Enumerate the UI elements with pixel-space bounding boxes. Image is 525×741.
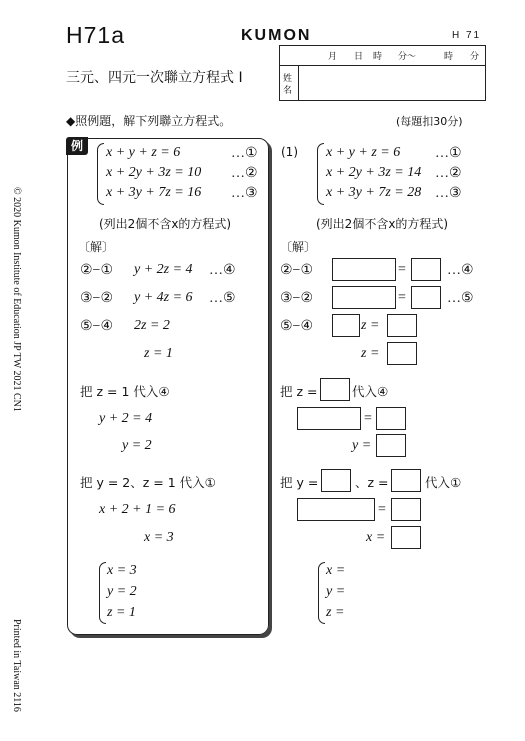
problem-1-eq-2: x + 2y + 3z = 14 bbox=[326, 165, 422, 180]
problem-1-x-box[interactable] bbox=[391, 526, 421, 549]
example-system-brace bbox=[97, 143, 104, 205]
problem-1-step-1-lhs-box[interactable] bbox=[332, 258, 396, 281]
problem-1-sub2-prefix: 把 y = bbox=[280, 475, 319, 490]
example-step-1-op: ②−① bbox=[80, 263, 113, 278]
time-hour-end-label: 時 bbox=[444, 52, 454, 62]
brand-logo: KUMON bbox=[241, 27, 312, 44]
time-hour-start-label: 時 bbox=[373, 52, 383, 62]
time-row[interactable] bbox=[280, 46, 485, 66]
printed-text: Printed in Taiwan 2116 bbox=[11, 619, 22, 712]
example-answer-y: y = 2 bbox=[107, 584, 137, 599]
example-answer-z: z = 1 bbox=[107, 605, 136, 620]
example-eq-3-mark: …③ bbox=[231, 186, 258, 201]
problem-1-answer-brace bbox=[318, 562, 325, 624]
example-tag: 例 bbox=[66, 137, 88, 155]
points-text: (每題扣30分) bbox=[396, 115, 463, 128]
example-sub1-label: 把 z = 1 代入④ bbox=[80, 384, 170, 399]
problem-1-answer-y[interactable]: y = bbox=[326, 584, 346, 599]
problem-1-sub2-rhs-box[interactable] bbox=[391, 498, 421, 521]
problem-1-solve-label: 〔解〕 bbox=[280, 240, 317, 254]
problem-1-step-2-mark: …⑤ bbox=[447, 291, 474, 306]
problem-1-sub1-z-box[interactable] bbox=[320, 378, 350, 401]
example-step-2-eq: y + 4z = 6 bbox=[134, 290, 193, 305]
problem-1-y-box[interactable] bbox=[376, 434, 406, 457]
problem-1-eq-1-mark: …① bbox=[435, 146, 462, 161]
example-step-2-op: ③−② bbox=[80, 291, 113, 306]
example-solve-label: 〔解〕 bbox=[78, 240, 115, 254]
example-step-3-op: ⑤−④ bbox=[80, 319, 113, 334]
problem-1-answer-z[interactable]: z = bbox=[326, 605, 345, 620]
problem-1-sub2-lhs-box[interactable] bbox=[297, 498, 375, 521]
problem-1-sub1-lhs-box[interactable] bbox=[297, 407, 361, 430]
problem-1-z-var: z = bbox=[361, 346, 380, 361]
problem-1-sub1-rhs-box[interactable] bbox=[376, 407, 406, 430]
example-step-1-eq: y + 2z = 4 bbox=[134, 262, 193, 277]
time-month-label: 月 bbox=[328, 52, 338, 62]
example-eq-2: x + 2y + 3z = 10 bbox=[106, 165, 202, 180]
name-field[interactable] bbox=[299, 66, 485, 100]
time-name-box bbox=[279, 45, 486, 101]
example-note: (列出2個不含x的方程式) bbox=[99, 217, 232, 231]
problem-1-sub2-y-box[interactable] bbox=[321, 469, 351, 492]
example-answer-x: x = 3 bbox=[107, 563, 137, 578]
example-sub2-label: 把 y = 2、z = 1 代入① bbox=[80, 475, 216, 490]
time-minute-start-label: 分～ bbox=[398, 52, 417, 62]
example-eq-2-mark: …② bbox=[231, 166, 258, 181]
problem-1-number: (1) bbox=[281, 145, 298, 159]
problem-1-step-3-z-var: z = bbox=[361, 318, 380, 333]
example-answer-brace bbox=[99, 562, 106, 624]
example-z-result: z = 1 bbox=[144, 346, 173, 361]
time-day-label: 日 bbox=[354, 52, 364, 62]
problem-1-step-1-op: ②−① bbox=[280, 263, 313, 278]
problem-1-step-2-op: ③−② bbox=[280, 291, 313, 306]
problem-1-eq-1: x + y + z = 6 bbox=[326, 145, 401, 160]
example-step-3-eq: 2z = 2 bbox=[134, 318, 170, 333]
example-y-result: y = 2 bbox=[122, 438, 152, 453]
worksheet-code-right: H 71 bbox=[452, 30, 482, 41]
problem-1-step-1-rhs-box[interactable] bbox=[411, 258, 441, 281]
problem-1-y-var: y = bbox=[352, 438, 372, 453]
problem-1-sub1-suffix: 代入④ bbox=[352, 384, 389, 399]
name-label-top: 姓 bbox=[283, 74, 293, 84]
problem-1-z-box[interactable] bbox=[387, 342, 417, 365]
problem-1-system-brace bbox=[317, 143, 324, 205]
problem-1-step-3-rhs-box[interactable] bbox=[387, 314, 417, 337]
problem-1-sub2-z-box[interactable] bbox=[391, 469, 421, 492]
example-sub2-eq: x + 2 + 1 = 6 bbox=[99, 502, 176, 517]
problem-1-sub2-equals: = bbox=[378, 502, 386, 517]
example-x-result: x = 3 bbox=[144, 530, 174, 545]
problem-1-step-2-rhs-box[interactable] bbox=[411, 286, 441, 309]
problem-1-note: (列出2個不含x的方程式) bbox=[316, 217, 449, 231]
problem-1-step-3-coef-box[interactable] bbox=[332, 314, 360, 337]
example-eq-3: x + 3y + 7z = 16 bbox=[106, 185, 202, 200]
worksheet-title: 三元、四元一次聯立方程式 I bbox=[66, 70, 243, 86]
problem-1-eq-3: x + 3y + 7z = 28 bbox=[326, 185, 422, 200]
example-eq-1: x + y + z = 6 bbox=[106, 145, 181, 160]
example-step-2-mark: …⑤ bbox=[209, 291, 236, 306]
name-label-bottom: 名 bbox=[283, 86, 293, 96]
problem-1-sub2-mid: 、z = bbox=[355, 475, 389, 490]
problem-1-step-2-lhs-box[interactable] bbox=[332, 286, 396, 309]
problem-1-eq-2-mark: …② bbox=[435, 166, 462, 181]
instructions-text: ◆照例題，解下列聯立方程式。 bbox=[66, 114, 232, 128]
problem-1-x-var: x = bbox=[366, 530, 386, 545]
problem-1-sub1-prefix: 把 z = bbox=[280, 384, 318, 399]
problem-1-step-1-mark: …④ bbox=[447, 263, 474, 278]
time-minute-end-label: 分 bbox=[470, 52, 480, 62]
problem-1-answer-x[interactable]: x = bbox=[326, 563, 346, 578]
example-eq-1-mark: …① bbox=[231, 146, 258, 161]
copyright-text: © 2020 Kumon Institute of Education JP TW 2021 CN1 bbox=[11, 187, 22, 412]
problem-1-step-3-op: ⑤−④ bbox=[280, 319, 313, 334]
problem-1-sub1-equals: = bbox=[364, 411, 372, 426]
problem-1-eq-3-mark: …③ bbox=[435, 186, 462, 201]
problem-1-step-2-equals: = bbox=[398, 290, 406, 305]
example-sub1-eq: y + 2 = 4 bbox=[99, 411, 153, 426]
problem-1-step-1-equals: = bbox=[398, 262, 406, 277]
worksheet-code: H71a bbox=[66, 22, 125, 48]
example-step-1-mark: …④ bbox=[209, 263, 236, 278]
problem-1-sub2-suffix: 代入① bbox=[425, 475, 462, 490]
